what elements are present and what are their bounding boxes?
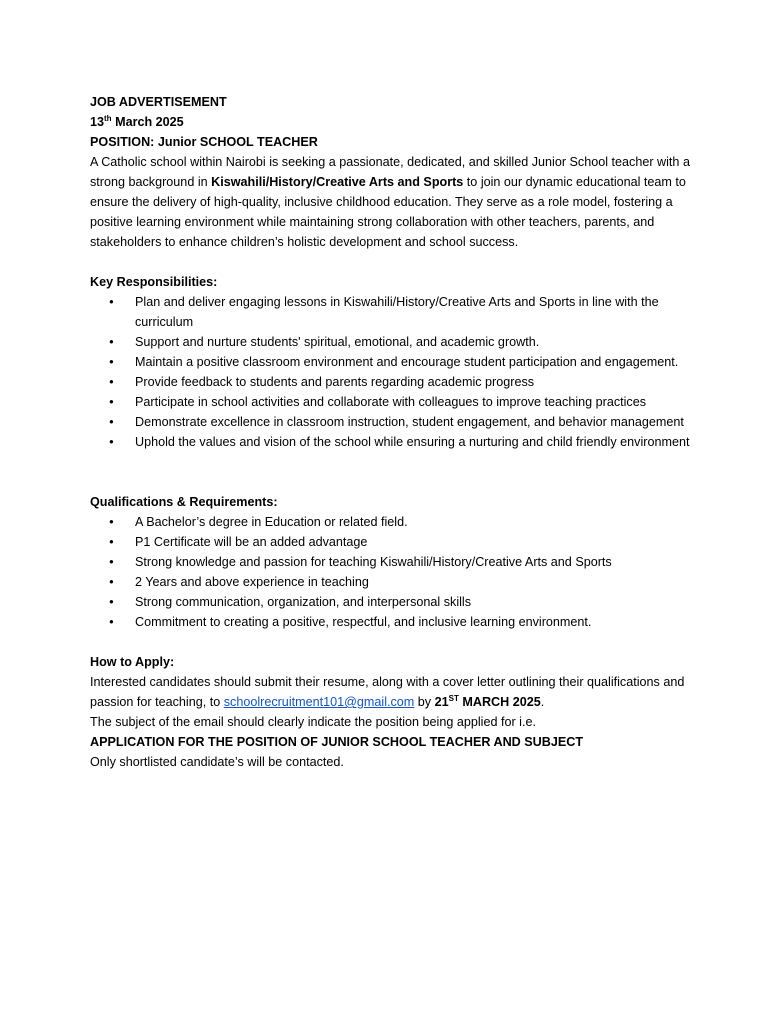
responsibilities-list [90, 292, 690, 452]
list-item: ● Strong communication, organization, and interpersonal skills [90, 592, 690, 612]
subjects-highlight: Kiswahili/History/Creative Arts and Sports [211, 175, 464, 189]
apply-paragraph: Interested candidates should submit their resume, along with a cover letter outlining their qualifications and passion for teaching, to schoolrecruitment101@gmail.com by 21ST MARCH 2025. [90, 675, 685, 709]
list-item: ● Commitment to creating a positive, respectful, and inclusive learning environment. [90, 612, 690, 632]
subject-note: The subject of the email should clearly indicate the position being applied for i.e. [90, 715, 536, 729]
closing-note: Only shortlisted candidate’s will be contacted. [90, 755, 344, 769]
email-link[interactable]: schoolrecruitment101@gmail.com [223, 695, 415, 709]
list-item: ● Demonstrate excellence in classroom instruction, student engagement, and behavior management [90, 412, 690, 432]
position-title: POSITION: Junior SCHOOL TEACHER [90, 135, 318, 149]
intro-paragraph: A Catholic school within Nairobi is seeking a passionate, dedicated, and skilled Junior School teacher with a strong background in Kiswahili/History/Creative Arts and Sports to join our dynamic educational team to ensure the delivery of high-quality, inclusive childhood education. They serve as a role model, fostering a positive learning environment while maintaining strong collaboration with other teachers, parents, and stakeholders to enhance children’s holistic development and school success. [90, 155, 690, 249]
list-item: ● Maintain a positive classroom environment and encourage student participation and engagement. [90, 352, 690, 372]
list-item: ● Uphold the values and vision of the school while ensuring a nurturing and child friendly environment [90, 432, 690, 452]
subject-line: APPLICATION FOR THE POSITION OF JUNIOR SCHOOL TEACHER AND SUBJECT [90, 735, 584, 749]
list-item: ● Plan and deliver engaging lessons in Kiswahili/History/Creative Arts and Sports in line with the curriculum [90, 292, 690, 332]
qualifications-heading: Qualifications & Requirements: [90, 495, 278, 509]
list-item: ● A Bachelor’s degree in Education or related field. [90, 512, 690, 532]
list-item: ● 2 Years and above experience in teaching [90, 572, 690, 592]
deadline: 21ST MARCH 2025 [434, 694, 541, 709]
list-item: ● Participate in school activities and collaborate with colleagues to improve teaching practices [90, 392, 690, 412]
list-item: ● Strong knowledge and passion for teaching Kiswahili/History/Creative Arts and Sports [90, 552, 690, 572]
ad-date: 13th March 2025 [90, 114, 184, 129]
responsibilities-heading: Key Responsibilities: [90, 275, 218, 289]
list-item: ● Provide feedback to students and parents regarding academic progress [90, 372, 690, 392]
qualifications-list [90, 512, 690, 632]
list-item: ● P1 Certificate will be an added advantage [90, 532, 690, 552]
apply-heading: How to Apply: [90, 655, 175, 669]
list-item: ● Support and nurture students' spiritual, emotional, and academic growth. [90, 332, 690, 352]
document-body [90, 92, 690, 772]
ad-title: JOB ADVERTISEMENT [90, 95, 227, 109]
